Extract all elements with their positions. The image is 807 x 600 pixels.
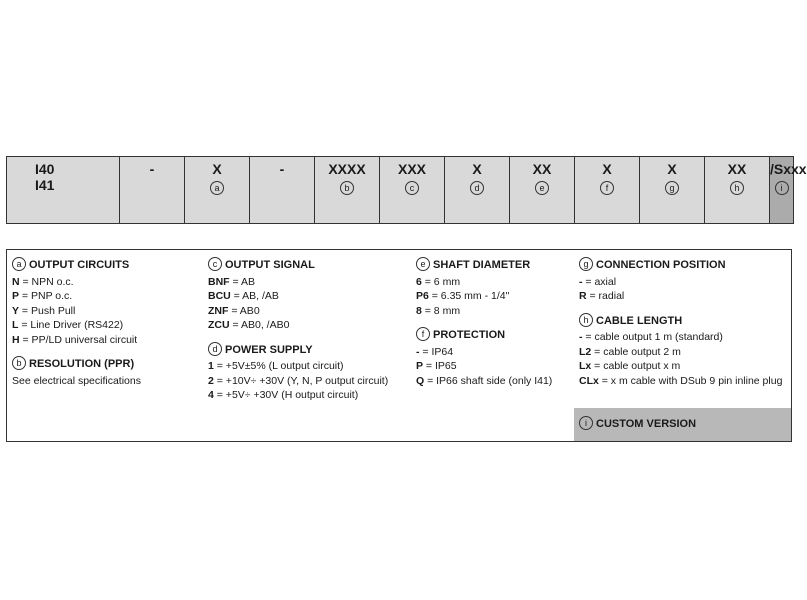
code-cell-output-circuit [185, 157, 250, 224]
ordering-code-legend [6, 249, 792, 442]
legend-item [12, 304, 202, 319]
code-value: X [212, 161, 222, 177]
marker-e: e [416, 257, 430, 271]
ordering-code-table [6, 156, 807, 224]
section-power-supply [208, 343, 413, 403]
option-code: CLx [579, 374, 599, 387]
section-heading [208, 258, 413, 273]
section-output-signal [208, 258, 413, 333]
section-heading [579, 258, 791, 273]
legend-column-1 [12, 258, 202, 398]
code-value: XXXX [328, 161, 366, 177]
code-value: I41 [35, 177, 55, 193]
option-code: - [579, 331, 583, 343]
option-code: P6 [416, 290, 429, 302]
option-description: = 6 mm [421, 275, 461, 288]
legend-item [416, 345, 576, 360]
code-cell-shaft-diameter [510, 157, 575, 224]
code-value: /Sxxx [770, 161, 807, 177]
code-cell-separator [120, 157, 185, 224]
legend-item [579, 330, 791, 345]
code-cell-resolution [315, 157, 380, 224]
marker-c: c [405, 181, 419, 195]
legend-item [579, 374, 791, 389]
code-value: XX [727, 161, 747, 177]
section-shaft-diameter [416, 258, 576, 318]
option-code: ZNF [208, 304, 229, 317]
code-value: - [279, 161, 285, 177]
option-code: BCU [208, 290, 231, 302]
option-description: = AB [229, 275, 255, 288]
option-description: = Push Pull [19, 304, 76, 317]
legend-item [208, 374, 413, 389]
legend-column-3 [416, 258, 576, 398]
option-description: = PP/LD universal circuit [19, 333, 138, 346]
option-code: - [416, 345, 420, 358]
section-custom-version [574, 408, 791, 441]
legend-item [579, 275, 791, 290]
legend-item [12, 275, 202, 290]
code-value: - [149, 161, 155, 177]
code-cell-separator [250, 157, 315, 224]
marker-i: i [579, 416, 593, 430]
legend-item [208, 289, 413, 304]
option-description: = cable output 1 m (standard) [582, 331, 723, 343]
marker-a: a [210, 181, 224, 195]
code-cell-model [7, 157, 120, 224]
option-description: = axial [582, 275, 617, 288]
code-cell-custom-version [770, 157, 807, 224]
option-description: = AB0 [228, 304, 260, 317]
option-code: 1 [208, 360, 214, 372]
section-title: RESOLUTION (PPR) [29, 358, 135, 370]
legend-item [416, 359, 576, 374]
marker-f: f [416, 327, 430, 341]
section-heading [208, 343, 413, 358]
legend-item [208, 275, 413, 290]
legend-column-4 [579, 258, 791, 398]
legend-item [579, 359, 791, 374]
section-title: CONNECTION POSITION [596, 259, 726, 271]
marker-h: h [730, 181, 744, 195]
code-value: I40 [35, 161, 55, 177]
option-code: P [416, 360, 424, 372]
option-description: = +10V÷ +30V (Y, N, P output circuit) [213, 374, 389, 387]
marker-b: b [340, 181, 354, 195]
section-resolution [12, 357, 202, 388]
option-code: 2 [208, 374, 214, 387]
option-description: = NPN o.c. [19, 275, 74, 288]
option-code: H [12, 333, 20, 346]
marker-h: h [579, 313, 593, 327]
section-title: CUSTOM VERSION [596, 418, 697, 430]
legend-item [12, 289, 202, 304]
code-value: XXX [397, 161, 426, 177]
legend-item [416, 289, 576, 304]
marker-g: g [665, 181, 679, 195]
legend-item [208, 359, 413, 374]
legend-item [12, 318, 202, 333]
option-code: 8 [416, 304, 422, 317]
code-value: X [472, 161, 482, 177]
code-value: X [602, 161, 612, 177]
section-heading [416, 258, 576, 273]
option-code: N [12, 275, 20, 288]
section-connection-position [579, 258, 791, 304]
legend-column-2 [208, 258, 413, 413]
option-description: = radial [586, 290, 625, 302]
option-code: BNF [208, 275, 230, 288]
option-description: = Line Driver (RS422) [18, 319, 124, 331]
ordering-code-row [7, 157, 794, 224]
marker-i: i [775, 181, 789, 195]
marker-f: f [600, 181, 614, 195]
section-title: POWER SUPPLY [225, 343, 313, 356]
option-description: = AB0, /AB0 [229, 319, 290, 331]
marker-b: b [12, 356, 26, 370]
legend-item [579, 289, 791, 304]
legend-item [12, 374, 202, 389]
section-heading [12, 357, 202, 372]
section-title: SHAFT DIAMETER [433, 259, 531, 271]
option-description: = cable output x m [591, 360, 681, 372]
legend-item [208, 304, 413, 319]
section-title: CABLE LENGTH [596, 314, 683, 327]
option-description: = cable output 2 m [591, 345, 681, 358]
code-value: XX [532, 161, 552, 177]
marker-g: g [579, 257, 593, 271]
marker-a: a [12, 257, 26, 271]
option-code: Lx [579, 360, 592, 372]
legend-item [208, 388, 413, 403]
option-description: = PNP o.c. [19, 290, 73, 302]
option-code: Q [416, 374, 425, 387]
legend-item [416, 275, 576, 290]
option-description: = 8 mm [421, 304, 461, 317]
option-description: = IP64 [419, 345, 454, 358]
marker-d: d [470, 181, 484, 195]
section-heading [416, 328, 576, 343]
section-title: OUTPUT CIRCUITS [29, 259, 130, 271]
section-cable-length [579, 314, 791, 389]
option-code: - [579, 275, 583, 288]
section-heading [12, 258, 202, 273]
section-heading [579, 314, 791, 329]
option-description: = x m cable with DSub 9 pin inline plug [598, 374, 783, 387]
option-description: See electrical specifications [12, 374, 141, 387]
section-title: PROTECTION [433, 329, 506, 341]
legend-item [416, 304, 576, 319]
code-cell-connection-position [640, 157, 705, 224]
code-value: X [667, 161, 677, 177]
marker-e: e [535, 181, 549, 195]
option-description: = IP66 shaft side (only I41) [424, 374, 553, 387]
option-description: = AB, /AB [230, 290, 279, 302]
legend-item [416, 374, 576, 389]
marker-d: d [208, 342, 222, 356]
option-code: ZCU [208, 319, 230, 331]
option-code: L2 [579, 345, 592, 358]
code-cell-power-supply [445, 157, 510, 224]
option-code: L [12, 319, 19, 331]
option-description: = 6.35 mm - 1/4" [428, 290, 510, 302]
section-output-circuits [12, 258, 202, 347]
option-code: 4 [208, 389, 214, 401]
option-code: P [12, 290, 20, 302]
legend-item [579, 345, 791, 360]
option-description: = +5V÷ +30V (H output circuit) [213, 389, 359, 401]
option-description: = IP65 [423, 360, 457, 372]
section-protection [416, 328, 576, 388]
option-code: Y [12, 304, 20, 317]
code-cell-cable-length [705, 157, 770, 224]
code-cell-output-signal [380, 157, 445, 224]
legend-item [12, 333, 202, 348]
section-title: OUTPUT SIGNAL [225, 259, 315, 271]
legend-item [208, 318, 413, 333]
code-cell-protection [575, 157, 640, 224]
option-description: = +5V±5% (L output circuit) [213, 360, 344, 372]
option-code: 6 [416, 275, 422, 288]
option-code: R [579, 290, 587, 302]
marker-c: c [208, 257, 222, 271]
